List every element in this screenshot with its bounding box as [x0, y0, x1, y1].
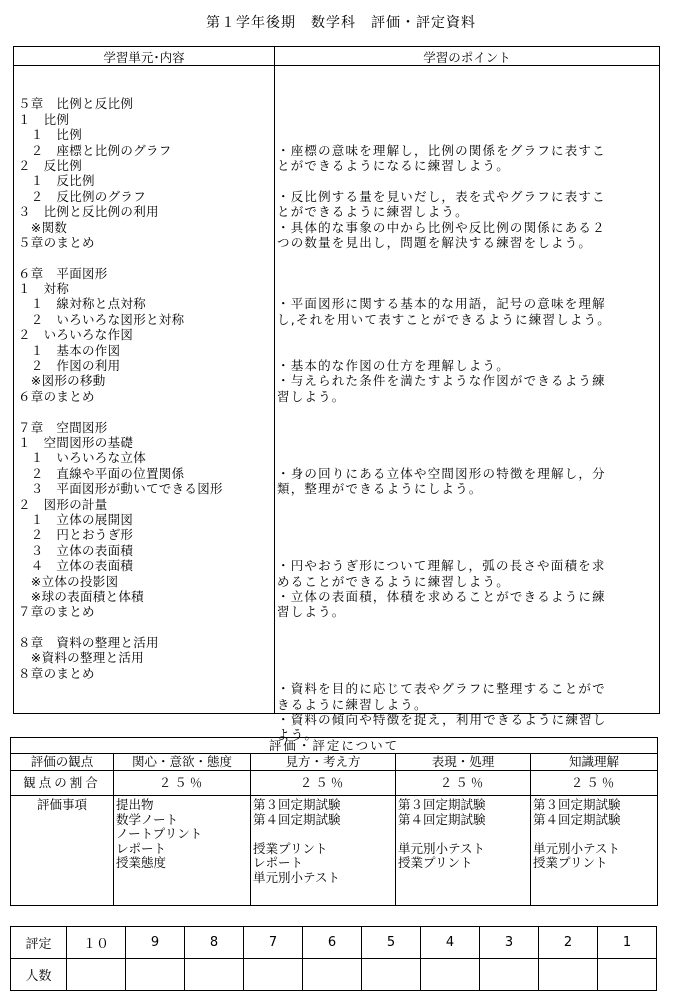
evaluation-item: 授業態度	[116, 855, 167, 870]
unit-line: １ 立体の展開図	[18, 511, 134, 527]
point-line: ・資料の傾向や特徴を捉え，利用できるように練習し	[277, 712, 607, 728]
points-list	[277, 81, 659, 743]
unit-line: ２ 座標と比例のグラフ	[18, 142, 172, 158]
spacer-line	[277, 620, 659, 635]
grade-value: 3	[480, 927, 539, 959]
unit-line: １ 比例	[18, 127, 83, 143]
evaluation-item: 第４回定期試験	[398, 811, 486, 827]
unit-line: １ いろいろな立体	[18, 450, 147, 466]
unit-line: ７章 空間図形	[18, 419, 108, 435]
unit-line: ７章のまとめ	[18, 604, 95, 620]
point-line: よう。	[277, 727, 319, 743]
unit-line: １ 比例	[18, 111, 70, 127]
evaluation-item: 授業プリント	[253, 840, 328, 856]
evaluation-item: 第３回定期試験	[533, 797, 621, 812]
unit-line: ３ 平面図形が動いてできる図形	[18, 481, 223, 497]
evaluation-table	[10, 737, 658, 906]
spacer-line	[18, 250, 272, 265]
unit-line: ※立体の投影図	[18, 573, 119, 589]
evaluation-items-cell	[114, 796, 251, 906]
grade-label: 評定	[11, 927, 67, 959]
grade-value: 5	[362, 927, 421, 959]
student-count-cell[interactable]	[421, 959, 480, 991]
header-learning-unit: 学習単元･内容	[103, 50, 185, 65]
grade-value: １０	[67, 927, 126, 959]
evaluation-caption: 評価・評定について	[11, 738, 658, 754]
evaluation-item: レポート	[253, 855, 304, 870]
unit-line: １ 反比例	[18, 173, 95, 189]
spacer-line	[277, 173, 659, 188]
evaluation-item: 第４回定期試験	[253, 811, 341, 827]
evaluation-item: 数学ノート	[116, 811, 179, 827]
spacer-line	[277, 127, 659, 142]
unit-line: ２ 反比例のグラフ	[18, 188, 147, 204]
unit-line: ５章のまとめ	[18, 234, 95, 250]
count-label: 人数	[11, 959, 67, 991]
spacer-line	[277, 512, 659, 527]
spacer-line	[277, 420, 659, 435]
evaluation-item: 第３回定期試験	[253, 797, 341, 812]
unit-line: ８章のまとめ	[18, 665, 95, 681]
student-count-cell[interactable]	[539, 959, 598, 991]
evaluation-header: 表現・処理	[396, 754, 531, 771]
evaluation-item: 単元別小テスト	[398, 840, 486, 856]
evaluation-item: 単元別小テスト	[533, 840, 621, 856]
point-line: きるように練習しよう。	[277, 696, 428, 712]
point-line: ・座標の意味を理解し，比例の関係をグラフに表すこ	[277, 142, 606, 158]
point-line: ・具体的な事象の中から比例や反比例の関係にある２	[277, 219, 606, 235]
items-label: 評価事項	[11, 796, 114, 906]
evaluation-items-cell	[396, 796, 531, 906]
spacer-line	[277, 650, 659, 665]
unit-list	[18, 81, 272, 681]
evaluation-item: 授業プリント	[533, 855, 608, 870]
student-count-cell[interactable]	[244, 959, 303, 991]
unit-line: ３ 比例と反比例の利用	[18, 204, 159, 220]
grade-value: 1	[598, 927, 657, 959]
ratio-label: 観点の割合	[11, 771, 114, 796]
point-line: つの数量を見出し，問題を解決する練習をしよう。	[277, 234, 593, 250]
spacer-line	[277, 527, 659, 542]
evaluation-item: 単元別小テスト	[253, 869, 341, 885]
header-learning-points: 学習のポイント	[423, 50, 511, 65]
unit-line: ※図形の移動	[18, 373, 106, 389]
grade-table	[10, 926, 657, 991]
spacer-line	[277, 666, 659, 681]
spacer-line	[277, 450, 659, 465]
ratio-value: ２５％	[251, 771, 396, 796]
evaluation-item: 第３回定期試験	[398, 797, 486, 812]
unit-line: １ 対称	[18, 281, 70, 297]
unit-line: ８章 資料の整理と活用	[18, 635, 159, 651]
page-title: 第１学年後期 数学科 評価・評定資料	[206, 15, 476, 31]
point-line: ・基本的な作図の仕方を理解しよう。	[277, 358, 510, 374]
unit-line: ４ 立体の表面積	[18, 558, 134, 574]
evaluation-header: 知識理解	[531, 754, 658, 771]
spacer-line	[18, 620, 272, 635]
student-count-cell[interactable]	[598, 959, 657, 991]
point-line: 習しよう。	[277, 388, 346, 404]
spacer-line	[277, 112, 659, 127]
student-count-cell[interactable]	[362, 959, 421, 991]
spacer-line	[277, 497, 659, 512]
spacer-line	[277, 327, 659, 342]
spacer-line	[18, 81, 272, 96]
evaluation-items-cell	[251, 796, 396, 906]
unit-line: ２ 作図の利用	[18, 358, 121, 374]
evaluation-items-cell	[531, 796, 658, 906]
student-count-cell[interactable]	[303, 959, 362, 991]
unit-line: ６章のまとめ	[18, 388, 95, 404]
unit-line: １ 空間図形の基礎	[18, 434, 134, 450]
point-line: 類，整理ができるようにしよう。	[277, 481, 483, 497]
spacer-line	[277, 343, 659, 358]
unit-line: ２ いろいろな作図	[18, 327, 134, 343]
student-count-cell[interactable]	[126, 959, 185, 991]
unit-line: ※関数	[18, 219, 68, 235]
spacer-line	[277, 543, 659, 558]
grade-value: 6	[303, 927, 362, 959]
unit-line: ※球の表面積と体積	[18, 588, 144, 604]
unit-line: ※資料の整理と活用	[18, 650, 144, 666]
point-line: 習しよう。	[277, 604, 346, 620]
grade-value: 4	[421, 927, 480, 959]
point-line: ・資料を目的に応じて表やグラフに整理することがで	[277, 681, 606, 697]
column-divider	[274, 47, 275, 713]
grade-value: 8	[185, 927, 244, 959]
point-line: ・立体の表面積，体積を求めることができるように練	[277, 588, 606, 604]
point-line: ・反比例する量を見いだし，表を式やグラフに表すこ	[277, 188, 606, 204]
ratio-value: ２５％	[114, 771, 251, 796]
unit-line: ５章 比例と反比例	[18, 96, 134, 112]
student-count-cell[interactable]	[480, 959, 539, 991]
unit-line: ２ 反比例	[18, 157, 83, 173]
spacer-line	[533, 827, 655, 842]
spacer-line	[277, 250, 659, 265]
unit-line: ２ 図形の計量	[18, 496, 108, 512]
point-line: ・身の回りにある立体や空間図形の特徴を理解し，分	[277, 465, 606, 481]
spacer-line	[277, 266, 659, 281]
unit-line: １ 線対称と点対称	[18, 296, 147, 312]
evaluation-item: 第４回定期試験	[533, 811, 621, 827]
student-count-cell[interactable]	[67, 959, 126, 991]
grade-value: 7	[244, 927, 303, 959]
evaluation-item: 授業プリント	[398, 855, 473, 870]
spacer-line	[277, 96, 659, 111]
evaluation-item: ノートプリント	[116, 826, 203, 841]
point-line: ・与えられた条件を満たすような作図ができるよう練	[277, 373, 606, 389]
evaluation-header: 関心・意欲・態度	[114, 754, 251, 771]
point-line: ・円やおうぎ形について理解し，弧の長さや面積を求	[277, 558, 606, 574]
point-line: とができるようになるに練習しよう。	[277, 157, 510, 173]
unit-line: ３ 立体の表面積	[18, 542, 134, 558]
spacer-line	[398, 827, 528, 842]
grade-value: 9	[126, 927, 185, 959]
unit-line: １ 基本の作図	[18, 342, 121, 358]
unit-line: ２ 円とおうぎ形	[18, 527, 134, 543]
spacer-line	[277, 635, 659, 650]
spacer-line	[18, 404, 272, 419]
point-line: し,それを用いて表すことができるように練習しよう。	[277, 311, 611, 327]
spacer-line	[277, 435, 659, 450]
evaluation-item: レポート	[116, 840, 167, 856]
evaluation-header: 評価の観点	[11, 754, 114, 771]
unit-content-table	[13, 46, 660, 743]
ratio-value: ２５％	[396, 771, 531, 796]
point-line: ・平面図形に関する基本的な用語，記号の意味を理解	[277, 296, 606, 312]
point-line: めることができるように練習しよう。	[277, 573, 510, 589]
spacer-line	[277, 404, 659, 419]
ratio-value: ２５％	[531, 771, 658, 796]
unit-line: ２ いろいろな図形と対称	[18, 311, 185, 327]
spacer-line	[277, 281, 659, 296]
spacer-line	[253, 827, 393, 842]
evaluation-item: 提出物	[116, 797, 154, 812]
evaluation-header: 見方・考え方	[251, 754, 396, 771]
spacer-line	[277, 81, 659, 96]
unit-line: ６章 平面図形	[18, 265, 108, 281]
student-count-cell[interactable]	[185, 959, 244, 991]
unit-line: ２ 直線や平面の位置関係	[18, 465, 185, 481]
point-line: とができるように練習しよう。	[277, 204, 469, 220]
grade-value: 2	[539, 927, 598, 959]
